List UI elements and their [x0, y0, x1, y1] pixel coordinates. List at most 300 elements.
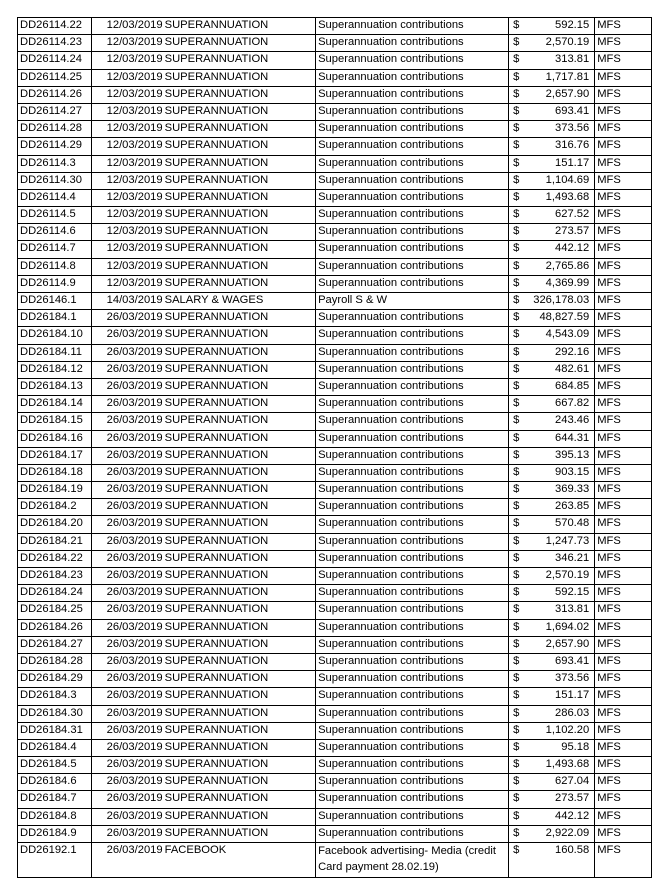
reference-cell: DD26184.16	[18, 430, 92, 447]
account-code-cell: MFS	[595, 843, 652, 878]
description-cell: Superannuation contributions	[316, 499, 509, 516]
amount-cell: 442.12	[531, 808, 595, 825]
payee-cell: SUPERANNUATION	[164, 86, 316, 103]
amount-cell: 313.81	[531, 52, 595, 69]
reference-cell: DD26184.4	[18, 739, 92, 756]
payee-cell: SUPERANNUATION	[164, 447, 316, 464]
amount-cell: 373.56	[531, 121, 595, 138]
currency-symbol: $	[509, 739, 532, 756]
reference-cell: DD26184.25	[18, 602, 92, 619]
reference-cell: DD26184.8	[18, 808, 92, 825]
reference-cell: DD26184.11	[18, 344, 92, 361]
date-cell: 26/03/2019	[91, 447, 163, 464]
account-code-cell: MFS	[595, 18, 652, 35]
account-code-cell: MFS	[595, 722, 652, 739]
description-cell: Superannuation contributions	[316, 568, 509, 585]
amount-cell: 627.04	[531, 774, 595, 791]
date-cell: 12/03/2019	[91, 69, 163, 86]
payee-cell: SUPERANNUATION	[164, 757, 316, 774]
table-row	[18, 413, 652, 430]
currency-symbol: $	[509, 843, 532, 878]
table-row	[18, 430, 652, 447]
table-row	[18, 396, 652, 413]
currency-symbol: $	[509, 344, 532, 361]
table-row	[18, 533, 652, 550]
payee-cell: SUPERANNUATION	[164, 585, 316, 602]
description-cell: Superannuation contributions	[316, 69, 509, 86]
date-cell: 26/03/2019	[91, 671, 163, 688]
amount-cell: 395.13	[531, 447, 595, 464]
date-cell: 12/03/2019	[91, 35, 163, 52]
payee-cell: SUPERANNUATION	[164, 378, 316, 395]
amount-cell: 2,765.86	[531, 258, 595, 275]
payee-cell: SUPERANNUATION	[164, 207, 316, 224]
date-cell: 12/03/2019	[91, 275, 163, 292]
reference-cell: DD26184.5	[18, 757, 92, 774]
description-cell: Superannuation contributions	[316, 825, 509, 842]
table-row	[18, 653, 652, 670]
account-code-cell: MFS	[595, 275, 652, 292]
account-code-cell: MFS	[595, 447, 652, 464]
payee-cell: SUPERANNUATION	[164, 155, 316, 172]
date-cell: 12/03/2019	[91, 224, 163, 241]
currency-symbol: $	[509, 516, 532, 533]
currency-symbol: $	[509, 241, 532, 258]
description-cell: Superannuation contributions	[316, 275, 509, 292]
description-cell: Superannuation contributions	[316, 52, 509, 69]
account-code-cell: MFS	[595, 52, 652, 69]
date-cell: 12/03/2019	[91, 121, 163, 138]
currency-symbol: $	[509, 825, 532, 842]
currency-symbol: $	[509, 499, 532, 516]
currency-symbol: $	[509, 464, 532, 481]
account-code-cell: MFS	[595, 653, 652, 670]
payee-cell: SUPERANNUATION	[164, 18, 316, 35]
description-cell: Superannuation contributions	[316, 774, 509, 791]
reference-cell: DD26184.29	[18, 671, 92, 688]
amount-cell: 160.58	[531, 843, 595, 878]
description-cell: Superannuation contributions	[316, 653, 509, 670]
account-code-cell: MFS	[595, 739, 652, 756]
description-cell: Superannuation contributions	[316, 464, 509, 481]
description-cell: Superannuation contributions	[316, 739, 509, 756]
reference-cell: DD26184.7	[18, 791, 92, 808]
date-cell: 26/03/2019	[91, 705, 163, 722]
reference-cell: DD26184.13	[18, 378, 92, 395]
description-cell: Superannuation contributions	[316, 361, 509, 378]
description-cell: Superannuation contributions	[316, 241, 509, 258]
account-code-cell: MFS	[595, 688, 652, 705]
date-cell: 26/03/2019	[91, 344, 163, 361]
currency-symbol: $	[509, 327, 532, 344]
currency-symbol: $	[509, 533, 532, 550]
account-code-cell: MFS	[595, 464, 652, 481]
table-row	[18, 739, 652, 756]
table-row	[18, 464, 652, 481]
payee-cell: SUPERANNUATION	[164, 327, 316, 344]
currency-symbol: $	[509, 189, 532, 206]
description-cell: Superannuation contributions	[316, 757, 509, 774]
description-cell: Superannuation contributions	[316, 671, 509, 688]
reference-cell: DD26114.9	[18, 275, 92, 292]
reference-cell: DD26114.6	[18, 224, 92, 241]
account-code-cell: MFS	[595, 327, 652, 344]
payee-cell: SUPERANNUATION	[164, 533, 316, 550]
date-cell: 26/03/2019	[91, 464, 163, 481]
reference-cell: DD26184.12	[18, 361, 92, 378]
description-cell: Superannuation contributions	[316, 35, 509, 52]
table-row	[18, 688, 652, 705]
table-row	[18, 275, 652, 292]
account-code-cell: MFS	[595, 619, 652, 636]
date-cell: 26/03/2019	[91, 550, 163, 567]
date-cell: 26/03/2019	[91, 653, 163, 670]
account-code-cell: MFS	[595, 155, 652, 172]
date-cell: 26/03/2019	[91, 396, 163, 413]
currency-symbol: $	[509, 791, 532, 808]
description-cell: Superannuation contributions	[316, 585, 509, 602]
currency-symbol: $	[509, 447, 532, 464]
date-cell: 12/03/2019	[91, 18, 163, 35]
currency-symbol: $	[509, 18, 532, 35]
payee-cell: SUPERANNUATION	[164, 189, 316, 206]
payee-cell: SUPERANNUATION	[164, 396, 316, 413]
account-code-cell: MFS	[595, 550, 652, 567]
amount-cell: 346.21	[531, 550, 595, 567]
currency-symbol: $	[509, 155, 532, 172]
account-code-cell: MFS	[595, 86, 652, 103]
amount-cell: 95.18	[531, 739, 595, 756]
amount-cell: 151.17	[531, 155, 595, 172]
date-cell: 26/03/2019	[91, 568, 163, 585]
reference-cell: DD26114.22	[18, 18, 92, 35]
table-row	[18, 35, 652, 52]
date-cell: 26/03/2019	[91, 516, 163, 533]
reference-cell: DD26184.17	[18, 447, 92, 464]
currency-symbol: $	[509, 52, 532, 69]
date-cell: 12/03/2019	[91, 52, 163, 69]
reference-cell: DD26184.26	[18, 619, 92, 636]
date-cell: 26/03/2019	[91, 327, 163, 344]
currency-symbol: $	[509, 722, 532, 739]
payee-cell: SUPERANNUATION	[164, 138, 316, 155]
reference-cell: DD26184.2	[18, 499, 92, 516]
description-cell: Superannuation contributions	[316, 602, 509, 619]
date-cell: 12/03/2019	[91, 155, 163, 172]
reference-cell: DD26184.15	[18, 413, 92, 430]
description-cell: Superannuation contributions	[316, 688, 509, 705]
description-cell: Superannuation contributions	[316, 447, 509, 464]
table-row	[18, 86, 652, 103]
account-code-cell: MFS	[595, 189, 652, 206]
table-row	[18, 327, 652, 344]
payee-cell: SUPERANNUATION	[164, 499, 316, 516]
payee-cell: SUPERANNUATION	[164, 224, 316, 241]
payee-cell: SALARY & WAGES	[164, 293, 316, 310]
date-cell: 26/03/2019	[91, 499, 163, 516]
transactions-table	[17, 17, 652, 878]
date-cell: 12/03/2019	[91, 258, 163, 275]
date-cell: 26/03/2019	[91, 739, 163, 756]
payee-cell: SUPERANNUATION	[164, 705, 316, 722]
table-row	[18, 103, 652, 120]
currency-symbol: $	[509, 35, 532, 52]
date-cell: 26/03/2019	[91, 585, 163, 602]
currency-symbol: $	[509, 482, 532, 499]
description-cell: Superannuation contributions	[316, 378, 509, 395]
reference-cell: DD26114.26	[18, 86, 92, 103]
payee-cell: SUPERANNUATION	[164, 550, 316, 567]
date-cell: 26/03/2019	[91, 533, 163, 550]
payee-cell: SUPERANNUATION	[164, 671, 316, 688]
table-row	[18, 774, 652, 791]
amount-cell: 2,657.90	[531, 636, 595, 653]
description-cell: Superannuation contributions	[316, 533, 509, 550]
currency-symbol: $	[509, 550, 532, 567]
date-cell: 26/03/2019	[91, 843, 163, 878]
account-code-cell: MFS	[595, 808, 652, 825]
description-cell: Superannuation contributions	[316, 396, 509, 413]
table-row	[18, 138, 652, 155]
payee-cell: SUPERANNUATION	[164, 653, 316, 670]
reference-cell: DD26114.3	[18, 155, 92, 172]
account-code-cell: MFS	[595, 224, 652, 241]
reference-cell: DD26114.8	[18, 258, 92, 275]
table-row	[18, 585, 652, 602]
table-row	[18, 619, 652, 636]
currency-symbol: $	[509, 361, 532, 378]
date-cell: 12/03/2019	[91, 138, 163, 155]
payee-cell: SUPERANNUATION	[164, 602, 316, 619]
amount-cell: 693.41	[531, 103, 595, 120]
date-cell: 26/03/2019	[91, 825, 163, 842]
table-row	[18, 224, 652, 241]
reference-cell: DD26192.1	[18, 843, 92, 878]
amount-cell: 273.57	[531, 224, 595, 241]
currency-symbol: $	[509, 619, 532, 636]
date-cell: 12/03/2019	[91, 86, 163, 103]
table-row	[18, 636, 652, 653]
amount-cell: 263.85	[531, 499, 595, 516]
currency-symbol: $	[509, 396, 532, 413]
amount-cell: 326,178.03	[531, 293, 595, 310]
date-cell: 12/03/2019	[91, 172, 163, 189]
account-code-cell: MFS	[595, 138, 652, 155]
description-cell: Superannuation contributions	[316, 550, 509, 567]
table-row	[18, 258, 652, 275]
currency-symbol: $	[509, 86, 532, 103]
currency-symbol: $	[509, 121, 532, 138]
currency-symbol: $	[509, 103, 532, 120]
table-row	[18, 516, 652, 533]
table-row	[18, 482, 652, 499]
currency-symbol: $	[509, 705, 532, 722]
reference-cell: DD26184.18	[18, 464, 92, 481]
currency-symbol: $	[509, 568, 532, 585]
payee-cell: SUPERANNUATION	[164, 344, 316, 361]
reference-cell: DD26184.6	[18, 774, 92, 791]
date-cell: 26/03/2019	[91, 791, 163, 808]
currency-symbol: $	[509, 293, 532, 310]
reference-cell: DD26114.24	[18, 52, 92, 69]
account-code-cell: MFS	[595, 602, 652, 619]
table-row	[18, 671, 652, 688]
account-code-cell: MFS	[595, 671, 652, 688]
table-row	[18, 52, 652, 69]
payee-cell: SUPERANNUATION	[164, 636, 316, 653]
account-code-cell: MFS	[595, 121, 652, 138]
currency-symbol: $	[509, 808, 532, 825]
table-row	[18, 722, 652, 739]
reference-cell: DD26184.30	[18, 705, 92, 722]
currency-symbol: $	[509, 585, 532, 602]
reference-cell: DD26184.22	[18, 550, 92, 567]
currency-symbol: $	[509, 207, 532, 224]
amount-cell: 273.57	[531, 791, 595, 808]
table-row	[18, 189, 652, 206]
amount-cell: 2,657.90	[531, 86, 595, 103]
reference-cell: DD26184.27	[18, 636, 92, 653]
account-code-cell: MFS	[595, 361, 652, 378]
payee-cell: FACEBOOK	[164, 843, 316, 878]
date-cell: 26/03/2019	[91, 757, 163, 774]
payee-cell: SUPERANNUATION	[164, 310, 316, 327]
description-cell: Superannuation contributions	[316, 121, 509, 138]
description-cell: Superannuation contributions	[316, 516, 509, 533]
account-code-cell: MFS	[595, 774, 652, 791]
table-row	[18, 499, 652, 516]
description-cell: Payroll S & W	[316, 293, 509, 310]
reference-cell: DD26184.10	[18, 327, 92, 344]
account-code-cell: MFS	[595, 430, 652, 447]
currency-symbol: $	[509, 310, 532, 327]
reference-cell: DD26184.28	[18, 653, 92, 670]
date-cell: 26/03/2019	[91, 361, 163, 378]
reference-cell: DD26184.3	[18, 688, 92, 705]
account-code-cell: MFS	[595, 636, 652, 653]
date-cell: 12/03/2019	[91, 241, 163, 258]
amount-cell: 627.52	[531, 207, 595, 224]
reference-cell: DD26146.1	[18, 293, 92, 310]
account-code-cell: MFS	[595, 293, 652, 310]
date-cell: 26/03/2019	[91, 808, 163, 825]
payee-cell: SUPERANNUATION	[164, 464, 316, 481]
description-cell: Superannuation contributions	[316, 189, 509, 206]
reference-cell: DD26114.28	[18, 121, 92, 138]
description-cell: Superannuation contributions	[316, 258, 509, 275]
reference-cell: DD26114.25	[18, 69, 92, 86]
payee-cell: SUPERANNUATION	[164, 688, 316, 705]
date-cell: 26/03/2019	[91, 619, 163, 636]
amount-cell: 1,102.20	[531, 722, 595, 739]
account-code-cell: MFS	[595, 585, 652, 602]
amount-cell: 570.48	[531, 516, 595, 533]
currency-symbol: $	[509, 378, 532, 395]
table-row	[18, 568, 652, 585]
description-cell: Superannuation contributions	[316, 482, 509, 499]
date-cell: 26/03/2019	[91, 378, 163, 395]
amount-cell: 243.46	[531, 413, 595, 430]
table-row	[18, 447, 652, 464]
currency-symbol: $	[509, 138, 532, 155]
date-cell: 26/03/2019	[91, 774, 163, 791]
payee-cell: SUPERANNUATION	[164, 722, 316, 739]
amount-cell: 667.82	[531, 396, 595, 413]
account-code-cell: MFS	[595, 825, 652, 842]
amount-cell: 903.15	[531, 464, 595, 481]
amount-cell: 482.61	[531, 361, 595, 378]
description-cell: Superannuation contributions	[316, 172, 509, 189]
description-cell: Superannuation contributions	[316, 413, 509, 430]
account-code-cell: MFS	[595, 241, 652, 258]
amount-cell: 48,827.59	[531, 310, 595, 327]
currency-symbol: $	[509, 688, 532, 705]
currency-symbol: $	[509, 653, 532, 670]
table-row	[18, 293, 652, 310]
reference-cell: DD26184.9	[18, 825, 92, 842]
description-cell: Facebook advertising- Media (credit Card payment 28.02.19)	[316, 843, 509, 878]
description-cell: Superannuation contributions	[316, 155, 509, 172]
amount-cell: 286.03	[531, 705, 595, 722]
payee-cell: SUPERANNUATION	[164, 739, 316, 756]
currency-symbol: $	[509, 258, 532, 275]
description-cell: Superannuation contributions	[316, 791, 509, 808]
description-cell: Superannuation contributions	[316, 722, 509, 739]
currency-symbol: $	[509, 636, 532, 653]
currency-symbol: $	[509, 413, 532, 430]
reference-cell: DD26184.19	[18, 482, 92, 499]
table-row	[18, 791, 652, 808]
date-cell: 14/03/2019	[91, 293, 163, 310]
payee-cell: SUPERANNUATION	[164, 808, 316, 825]
account-code-cell: MFS	[595, 396, 652, 413]
table-row	[18, 207, 652, 224]
amount-cell: 2,922.09	[531, 825, 595, 842]
account-code-cell: MFS	[595, 533, 652, 550]
account-code-cell: MFS	[595, 705, 652, 722]
amount-cell: 1,247.73	[531, 533, 595, 550]
date-cell: 12/03/2019	[91, 207, 163, 224]
payee-cell: SUPERANNUATION	[164, 791, 316, 808]
table-row	[18, 310, 652, 327]
amount-cell: 1,104.69	[531, 172, 595, 189]
table-body	[18, 18, 652, 878]
date-cell: 26/03/2019	[91, 413, 163, 430]
account-code-cell: MFS	[595, 378, 652, 395]
description-cell: Superannuation contributions	[316, 224, 509, 241]
account-code-cell: MFS	[595, 344, 652, 361]
payee-cell: SUPERANNUATION	[164, 482, 316, 499]
reference-cell: DD26184.24	[18, 585, 92, 602]
account-code-cell: MFS	[595, 207, 652, 224]
amount-cell: 316.76	[531, 138, 595, 155]
amount-cell: 369.33	[531, 482, 595, 499]
reference-cell: DD26114.27	[18, 103, 92, 120]
amount-cell: 684.85	[531, 378, 595, 395]
description-cell: Superannuation contributions	[316, 138, 509, 155]
table-row	[18, 825, 652, 842]
amount-cell: 2,570.19	[531, 35, 595, 52]
amount-cell: 292.16	[531, 344, 595, 361]
description-cell: Superannuation contributions	[316, 808, 509, 825]
table-row	[18, 241, 652, 258]
table-row	[18, 757, 652, 774]
amount-cell: 442.12	[531, 241, 595, 258]
amount-cell: 1,493.68	[531, 189, 595, 206]
account-code-cell: MFS	[595, 172, 652, 189]
table-row	[18, 843, 652, 878]
date-cell: 26/03/2019	[91, 602, 163, 619]
